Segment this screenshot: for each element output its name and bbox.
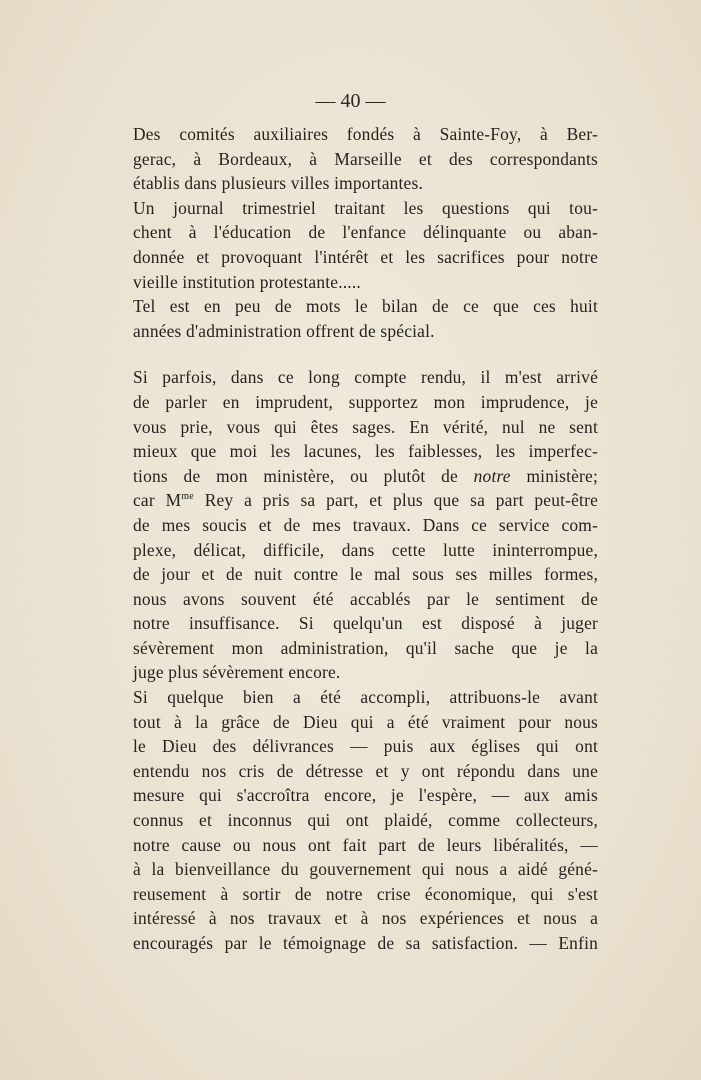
text-line: donnée et provoquant l'intérêt et les sacrifices pour notre	[133, 246, 598, 267]
page-number: — 40 —	[315, 90, 386, 112]
text-fragment: Rey a pris sa part, et plus que sa part peut-être	[193, 490, 598, 511]
text-line: mieux que moi les lacunes, les faiblesses, les imperfec-	[133, 441, 598, 462]
paragraph-comites	[133, 122, 598, 196]
text-fragment: car M	[133, 490, 182, 511]
paragraph-journal	[133, 196, 598, 294]
text-line: de jour et de nuit contre le mal sous ses milles formes,	[133, 564, 598, 585]
paragraph-bilan	[133, 294, 598, 343]
text-line: juge plus sévèrement encore.	[133, 662, 341, 683]
text-line: le Dieu des délivrances — puis aux églises qui ont	[133, 736, 598, 757]
text-line: connus et inconnus qui ont plaidé, comme collecteurs,	[133, 810, 598, 831]
text-line: gerac, à Bordeaux, à Marseille et des correspondants	[133, 148, 598, 169]
text-line: vous prie, vous qui êtes sages. En vérité, nul ne sent	[133, 416, 598, 437]
text-line: à la bienveillance du gouvernement qui nous a aidé géné-	[133, 859, 598, 880]
text-line: Des comités auxiliaires fondés à Sainte-Foy, à Ber-	[133, 124, 598, 144]
text-line: entendu nos cris de détresse et y ont répondu dans une	[133, 760, 598, 781]
text-line: nous avons souvent été accablés par le sentiment de	[133, 588, 598, 609]
text-line: de parler en imprudent, supportez mon imprudence, je	[133, 391, 598, 412]
text-line: tout à la grâce de Dieu qui a été vraiment pour nous	[133, 711, 598, 732]
text-fragment: ministère;	[510, 465, 599, 486]
text-line: notre cause ou nous ont fait part de leurs libéralités, —	[133, 834, 598, 855]
text-line: de mes soucis et de mes travaux. Dans ce service com-	[133, 514, 598, 535]
text-line: Tel est en peu de mots le bilan de ce que ces huit	[133, 296, 598, 317]
text-line: établis dans plusieurs villes importantes.	[133, 173, 423, 194]
text-line: chent à l'éducation de l'enfance délinquante ou aban-	[133, 222, 598, 243]
text-line: années d'administration offrent de spécial.	[133, 320, 435, 341]
text-line: plexe, délicat, difficile, dans cette lutte ininterrompue,	[133, 539, 598, 560]
paragraph-si-parfois	[133, 365, 598, 685]
text-line: sévèrement mon administration, qu'il sache que je la	[133, 637, 598, 658]
paragraph-gap	[133, 343, 598, 365]
text-line: Si parfois, dans ce long compte rendu, il m'est arrivé	[133, 367, 598, 388]
text-fragment: tions de mon ministère, ou plutôt de	[133, 465, 474, 486]
text-line: intéressé à nos travaux et à nos expériences et nous a	[133, 908, 598, 929]
text-line: Un journal trimestriel traitant les questions qui tou-	[133, 197, 598, 218]
text-line: Si quelque bien a été accompli, attribuons-le avant	[133, 687, 598, 708]
paragraph-si-quelque-bien	[133, 685, 598, 956]
body-text	[133, 122, 598, 956]
text-line: vieille institution protestante.....	[133, 271, 361, 292]
text-line: reusement à sortir de notre crise économique, qui s'est	[133, 883, 598, 904]
text-line	[133, 488, 598, 513]
text-line: mesure qui s'accroîtra encore, je l'espère, — aux amis	[133, 785, 598, 806]
text-line: encouragés par le témoignage de sa satisfaction. — Enfin	[133, 933, 598, 953]
italic-word: notre	[473, 465, 511, 486]
text-line	[133, 464, 598, 489]
superscript: me	[181, 491, 194, 503]
text-line: notre insuffisance. Si quelqu'un est disposé à juger	[133, 613, 598, 634]
